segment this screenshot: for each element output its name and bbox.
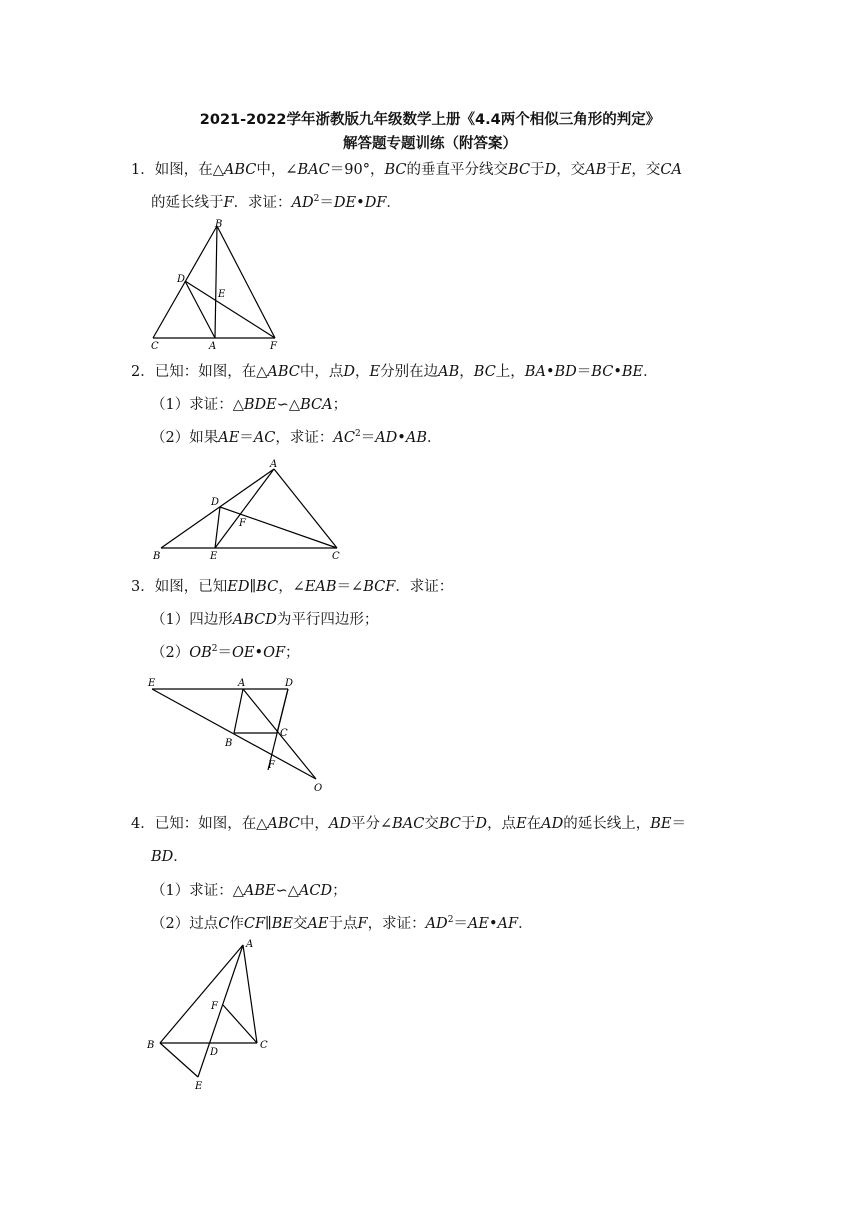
label-B: B <box>147 1040 155 1051</box>
problem-2-sub-2: （2）如果AE＝AC，求证：$AC^2=AD•AB$． <box>151 429 442 446</box>
label-D: D <box>285 678 294 689</box>
problem-3-sub-1: （1）四边形ABCD为平行四边形； <box>151 612 379 628</box>
label-C: C <box>151 341 159 350</box>
label-B: B <box>215 219 223 230</box>
label-D: D <box>210 1047 219 1058</box>
label-F: F <box>239 518 246 529</box>
problem-1-line-2: 的延长线于F．求证：$AD^2=DE•DF$． <box>151 194 401 211</box>
problem-3-sub-2: $(2)OB^2=OE•OF$； <box>151 644 300 661</box>
problem-3-line-1: 3．如图，已知ED∥BC，∠EAB＝∠BCF．求证： <box>131 579 454 595</box>
label-A: A <box>246 939 254 950</box>
figure-4 <box>143 937 283 1097</box>
label-C: C <box>332 551 340 562</box>
problem-4-line-2: BD． <box>151 849 188 865</box>
page-title: 2021-2022学年浙教版九年级数学上册《4.4两个相似三角形的判定》 <box>199 112 661 128</box>
figure-3 <box>143 672 333 797</box>
label-A: A <box>270 459 278 470</box>
page-subtitle: 解答题专题训练（附答案） <box>343 136 517 152</box>
label-C: C <box>260 1040 268 1051</box>
problem-1-line-1: 1．如图，在△ABC中，∠BAC＝90°，BC的垂直平分线交BC于D，交AB于E，交CA <box>131 162 682 178</box>
problem-4-sub-2: （2）过点C作CF∥BE交AE于点F，求证：$AD^2=AE•AF$． <box>151 915 533 932</box>
label-B: B <box>225 738 233 749</box>
label-D: D <box>211 497 220 508</box>
figure-2 <box>148 455 348 565</box>
problem-4-sub-1: （1）求证：△ABE∽△ACD； <box>151 883 347 899</box>
label-A: A <box>209 341 217 350</box>
problem-number: 1． <box>131 162 155 178</box>
label-E: E <box>195 1081 203 1092</box>
problem-4-line-1: 4．已知：如图，在△ABC中，AD平分∠BAC交BC于D，点E在AD的延长线上，BE＝ <box>131 816 687 832</box>
label-F: F <box>268 760 275 771</box>
label-E: E <box>210 551 218 562</box>
label-D: D <box>177 274 186 285</box>
label-B: B <box>153 551 161 562</box>
label-O: O <box>314 783 323 794</box>
problem-2-sub-1: （1）求证：△BDE∽△BCA； <box>151 397 348 413</box>
label-C: C <box>280 728 288 739</box>
label-F: F <box>211 1001 218 1012</box>
label-A: A <box>238 678 246 689</box>
problem-2-line-1: 2．已知：如图，在△ABC中，点D，E分别在边AB，BC上，BA•BD＝BC•BE． <box>131 364 658 380</box>
label-E: E <box>218 289 226 300</box>
label-E: E <box>148 678 156 689</box>
label-F: F <box>270 341 277 350</box>
figure-1 <box>145 218 285 350</box>
